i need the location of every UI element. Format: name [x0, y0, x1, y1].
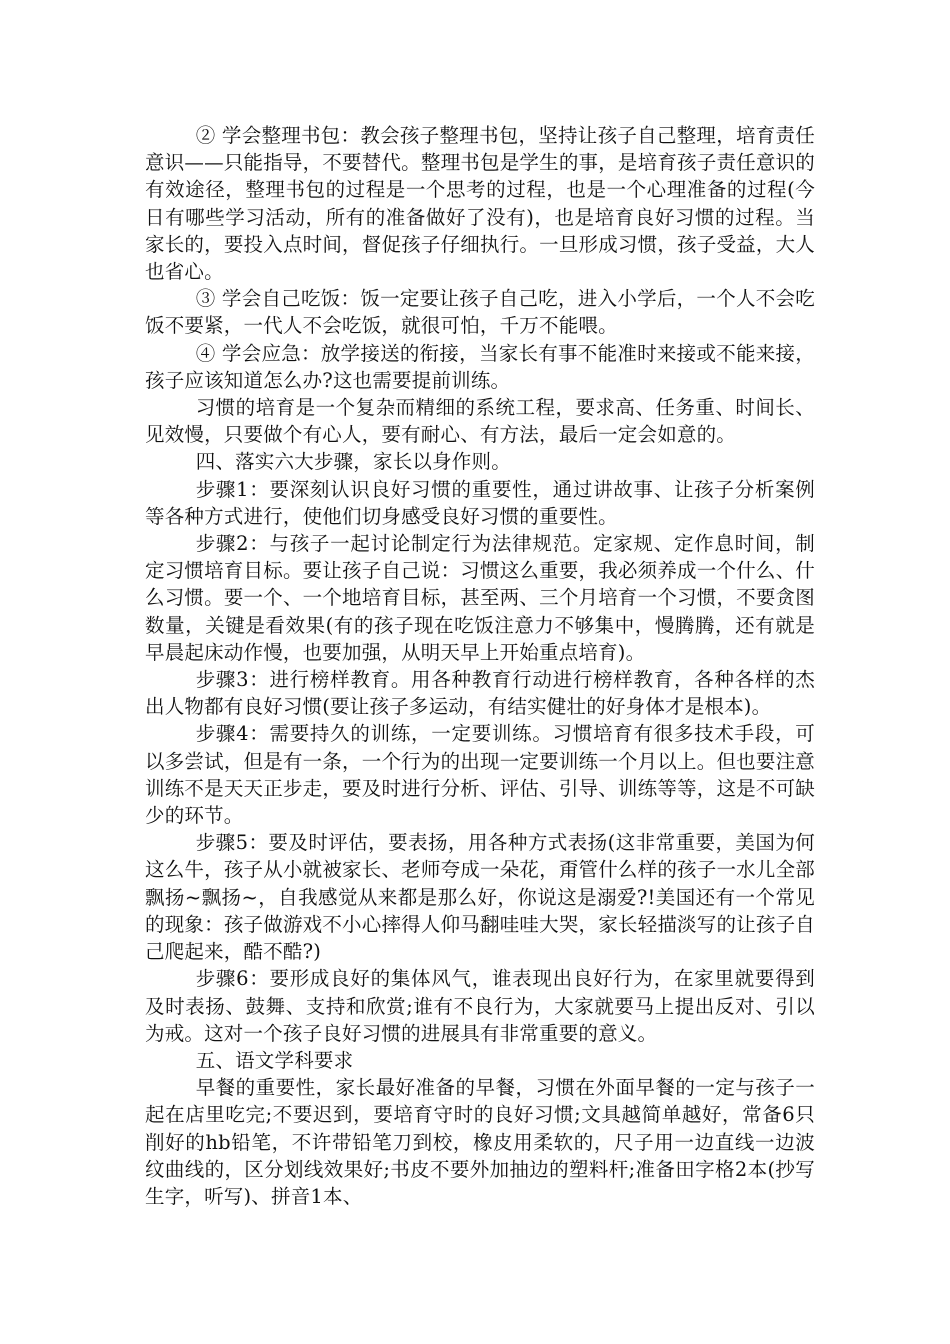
paragraph-step-3: 步骤3：进行榜样教育。用各种教育行动进行榜样教育，各种各样的杰出人物都有良好习惯(要让孩子多运动，有结实健壮的好身体才是根本)。 — [145, 668, 815, 719]
paragraph-step-4: 步骤4：需要持久的训练，一定要训练。习惯培育有很多技术手段，可以多尝试，但是有一条，一个行为的出现一定要训练一个月以上。但也要注意训练不是天天正步走，要及时进行分析、评估、引导、训练等等，这是不可缺少的环节。 — [145, 722, 815, 828]
paragraph-step-6: 步骤6：要形成良好的集体风气，谁表现出良好行为，在家里就要得到及时表扬、鼓舞、支持和欣赏;谁有不良行为，大家就要马上提出反对、引以为戒。这对一个孩子良好习惯的进展具有非常重要的意义。 — [145, 967, 815, 1045]
paragraph-step-5: 步骤5：要及时评估，要表扬，用各种方式表扬(这非常重要，美国为何这么牛，孩子从小就被家长、老师夸成一朵花，甭管什么样的孩子一水儿全部飘扬~飘扬~，自我感觉从来都是那么好，你说这是溺爱?!美国还有一个常见的现象：孩子做游戏不小心摔得人仰马翻哇哇大哭，家长轻描淡写的让孩子自己爬起来，酷不酷?) — [145, 831, 815, 964]
section-heading-six-steps: 四、落实六大步骤，家长以身作则。 — [195, 450, 511, 474]
paragraph-step-1: 步骤1：要深刻认识良好习惯的重要性，通过讲故事、让孩子分析案例等各种方式进行，使他们切身感受良好习惯的重要性。 — [145, 477, 815, 528]
paragraph-organize-schoolbag: ② 学会整理书包：教会孩子整理书包，坚持让孩子自己整理，培育责任意识——只能指导，不要替代。整理书包是学生的事，是培育孩子责任意识的有效途径，整理书包的过程是一个思考的过程，也是一个心理准备的过程(今日有哪些学习活动，所有的准备做好了没有)，也是培育良好习惯的过程。当家长的，要投入点时间，督促孩子仔细执行。一旦形成习惯，孩子受益，大人也省心。 — [145, 124, 815, 284]
section-heading-chinese-subject: 五、语文学科要求 — [195, 1048, 354, 1072]
document-body — [145, 122, 815, 1210]
paragraph-emergency: ④ 学会应急：放学接送的衔接，当家长有事不能准时来接或不能来接，孩子应该知道怎么办?这也需要提前训练。 — [145, 341, 815, 392]
paragraph-habit-system: 习惯的培育是一个复杂而精细的系统工程，要求高、任务重、时间长、见效慢，只要做个有心人，要有耐心、有方法，最后一定会如意的。 — [145, 396, 815, 447]
paragraph-step-2: 步骤2：与孩子一起讨论制定行为法律规范。定家规、定作息时间，制定习惯培育目标。要让孩子自己说：习惯这么重要，我必须养成一个什么、什么习惯。要一个、一个地培育目标，甚至两、三个月培育一个习惯，不要贪图数量，关键是看效果(有的孩子现在吃饭注意力不够集中，慢腾腾，还有就是早晨起床动作慢，也要加强，从明天早上开始重点培育)。 — [145, 532, 815, 664]
paragraph-eat-independently: ③ 学会自己吃饭：饭一定要让孩子自己吃，进入小学后，一个人不会吃饭不要紧，一代人不会吃饭，就很可怕，千万不能喂。 — [145, 287, 815, 338]
paragraph-breakfast-supplies: 早餐的重要性，家长最好准备的早餐，习惯在外面早餐的一定与孩子一起在店里吃完;不要迟到，要培育守时的良好习惯;文具越简单越好，常备6只削好的hb铅笔，不许带铅笔刀到校，橡皮用柔软的，尺子用一边直线一边波纹曲线的，区分划线效果好;书皮不要外加抽边的塑料杆;准备田字格2本(抄写生字，听写)、拼音1本、 — [145, 1076, 815, 1208]
